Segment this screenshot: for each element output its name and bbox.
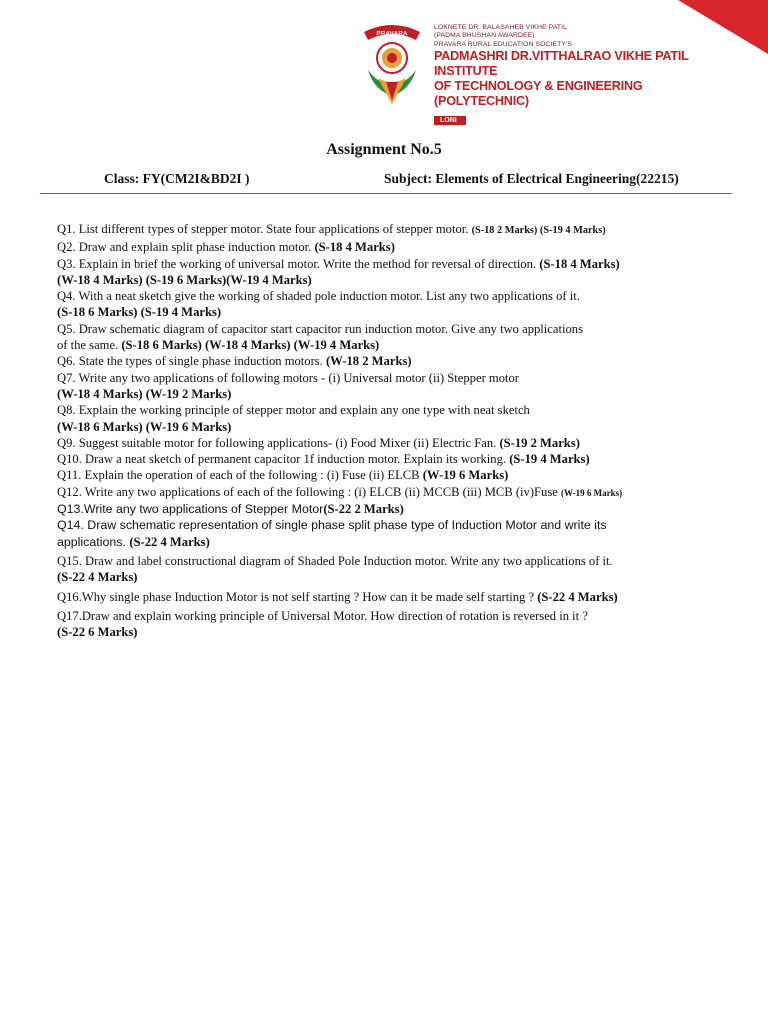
question-line — [57, 321, 737, 337]
question-text: Q6. State the types of single phase induction motors. — [57, 354, 326, 369]
marks-label: (S-19 2 Marks) — [499, 435, 580, 450]
question-item — [57, 321, 737, 354]
marks-label: (S-22 4 Marks) — [537, 589, 618, 604]
marks-label: (S-18 2 Marks) (S-19 4 Marks) — [471, 225, 606, 236]
question-text: of the same. — [57, 338, 122, 353]
question-item — [57, 353, 737, 369]
question-item — [57, 589, 737, 605]
institute-line: LOKNETE DR. BALASAHEB VIKHE PATIL — [434, 24, 567, 31]
question-line — [57, 221, 737, 239]
question-text: Q8. Explain the working principle of stepper motor and explain any one type with neat sketch — [57, 403, 530, 418]
marks-label: (W-18 4 Marks) (W-19 2 Marks) — [57, 386, 232, 401]
question-line — [57, 402, 737, 418]
institute-line: (PADMA BHUSHAN AWARDEE) — [434, 32, 535, 40]
question-item — [57, 402, 737, 435]
question-text: Q15. Draw and label constructional diagram of Shaded Pole Induction motor. Write any two applications of it. — [57, 553, 613, 568]
institute-logo — [358, 20, 426, 108]
question-text: Q12. Write any two applications of each of the following : (i) ELCB (ii) MCCB (iii) MCB (iv)Fuse — [57, 484, 561, 499]
class-label: Class: FY(CM2I&BD2I ) — [104, 171, 250, 186]
marks-label: (W-19 6 Marks) — [561, 487, 623, 498]
question-list — [57, 221, 737, 640]
question-text: Q1. List different types of stepper motor. State four applications of stepper motor. — [57, 222, 472, 236]
question-item — [57, 553, 737, 586]
question-line — [57, 534, 737, 550]
question-text: Q3. Explain in brief the working of universal motor. Write the method for reversal of direction. — [57, 256, 540, 271]
question-line — [57, 386, 737, 402]
marks-label: (S-18 4 Marks) — [539, 256, 620, 271]
question-item — [57, 239, 737, 255]
question-line — [57, 370, 737, 386]
assignment-title: Assignment No.5 — [326, 141, 442, 158]
institute-header — [434, 24, 734, 127]
marks-label: (W-18 6 Marks) (W-19 6 Marks) — [57, 419, 232, 434]
question-text: Q7. Write any two applications of following motors - (i) Universal motor (ii) Stepper motor — [57, 370, 519, 385]
question-item — [57, 288, 737, 321]
question-line — [57, 608, 737, 624]
marks-label: (S-18 6 Marks) (W-18 4 Marks) (W-19 4 Marks) — [121, 338, 380, 353]
question-line — [57, 272, 737, 288]
marks-label: (W-18 2 Marks) — [325, 354, 412, 369]
question-text: Q11. Explain the operation of each of the following : (i) Fuse (ii) ELCB — [57, 468, 423, 483]
question-line — [57, 256, 737, 272]
marks-label: (W-18 4 Marks) (S-19 6 Marks)(W-19 4 Marks) — [57, 272, 312, 287]
question-line — [57, 484, 737, 501]
question-text: Q14. Draw schematic representation of single phase split phase type of Induction Motor and write its — [57, 518, 607, 533]
marks-label: (S-22 4 Marks) — [57, 570, 138, 585]
marks-label: (W-19 6 Marks) — [422, 468, 509, 483]
logo-text: PRAVARA — [376, 30, 408, 38]
question-line — [57, 569, 737, 585]
question-line — [57, 288, 737, 304]
question-line — [57, 353, 737, 369]
question-line — [57, 451, 737, 467]
question-line — [57, 467, 737, 483]
institute-name: OF TECHNOLOGY & ENGINEERING (POLYTECHNIC) — [434, 79, 643, 109]
question-line — [57, 435, 737, 451]
question-item — [57, 484, 737, 501]
question-item — [57, 451, 737, 467]
location-badge: LONI — [434, 116, 466, 125]
question-line — [57, 501, 737, 517]
institute-line: PRAVARA RURAL EDUCATION SOCIETY'S — [434, 40, 573, 48]
marks-label: (S-22 4 Marks) — [129, 534, 210, 549]
question-line — [57, 589, 737, 605]
question-line — [57, 419, 737, 435]
question-item — [57, 501, 737, 517]
question-item — [57, 435, 737, 451]
question-item — [57, 467, 737, 483]
question-line — [57, 553, 737, 569]
question-item — [57, 517, 737, 550]
marks-label: (S-22 2 Marks) — [323, 502, 404, 517]
question-text: Q2. Draw and explain split phase induction motor. — [57, 240, 315, 255]
question-text: Q17.Draw and explain working principle of Universal Motor. How direction of rotation is reversed in it ? — [57, 608, 588, 623]
question-text: Q13.Write any two applications of Stepper Motor — [57, 502, 324, 517]
question-text: Q10. Draw a neat sketch of permanent capacitor 1f induction motor. Explain its working. — [57, 452, 510, 467]
question-item — [57, 221, 737, 239]
subject-label: Subject: Elements of Electrical Engineering(22215) — [384, 171, 679, 186]
question-text: applications. — [57, 534, 130, 549]
question-line — [57, 624, 737, 640]
question-item — [57, 256, 737, 289]
marks-label: (S-22 6 Marks) — [57, 625, 138, 640]
question-item — [57, 370, 737, 403]
question-text: Q16.Why single phase Induction Motor is not self starting ? How can it be made self starting ? — [57, 589, 538, 604]
marks-label: (S-18 6 Marks) (S-19 4 Marks) — [57, 305, 222, 320]
marks-label: (S-18 4 Marks) — [314, 240, 395, 255]
question-line — [57, 239, 737, 255]
institute-name: PADMASHRI DR.VITTHALRAO VIKHE PATIL INSTITUTE — [434, 49, 689, 79]
question-text: Q5. Draw schematic diagram of capacitor start capacitor run induction motor. Give any two applications — [57, 321, 583, 336]
question-line — [57, 337, 737, 353]
question-line — [57, 304, 737, 320]
header-divider — [40, 193, 732, 194]
question-line — [57, 517, 737, 533]
question-text: Q9. Suggest suitable motor for following applications- (i) Food Mixer (ii) Electric Fan. — [57, 435, 500, 450]
question-item — [57, 608, 737, 641]
marks-label: (S-19 4 Marks) — [509, 452, 590, 467]
question-text: Q4. With a neat sketch give the working of shaded pole induction motor. List any two applications of it. — [57, 289, 580, 304]
